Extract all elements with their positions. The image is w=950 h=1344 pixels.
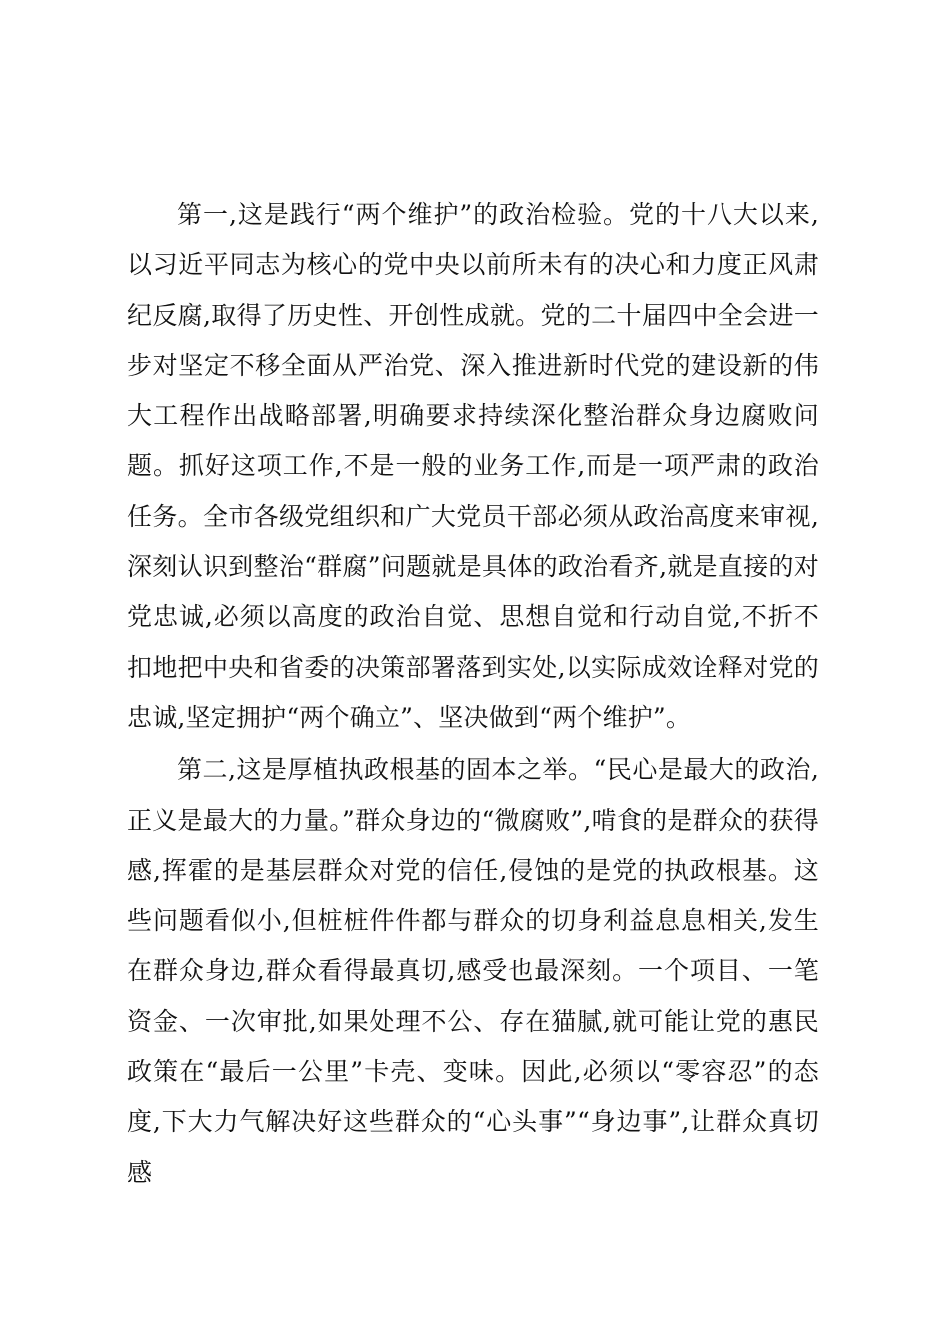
paragraph-second: 第二,这是厚植执政根基的固本之举。“民心是最大的政治,正义是最大的力量。”群众身边的“微腐败”,啃食的是群众的获得感,挥霍的是基层群众对党的信任,侵蚀的是党的执政根基。这些问题看似小,但桩桩件件都与群众的切身利益息息相关,发生在群众身边,群众看得最真切,感受也最深刻。一个项目、一笔资金、一次审批,如果处理不公、存在猫腻,就可能让党的惠民政策在“最后一公里”卡壳、变味。因此,必须以“零容忍”的态度,下大力气解决好这些群众的“心头事”“身边事”,让群众真切感 [127, 755, 819, 1187]
document-body [127, 190, 819, 1198]
paragraph-first: 第一,这是践行“两个维护”的政治检验。党的十八大以来,以习近平同志为核心的党中央以前所未有的决心和力度正风肃纪反腐,取得了历史性、开创性成就。党的二十届四中全会进一步对坚定不移全面从严治党、深入推进新时代党的建设新的伟大工程作出战略部署,明确要求持续深化整治群众身边腐败问题。抓好这项工作,不是一般的业务工作,而是一项严肃的政治任务。全市各级党组织和广大党员干部必须从政治高度来审视,深刻认识到整治“群腐”问题就是具体的政治看齐,就是直接的对党忠诚,必须以高度的政治自觉、思想自觉和行动自觉,不折不扣地把中央和省委的决策部署落到实处,以实际成效诠释对党的忠诚,坚定拥护“两个确立”、坚决做到“两个维护”。 [127, 200, 819, 732]
